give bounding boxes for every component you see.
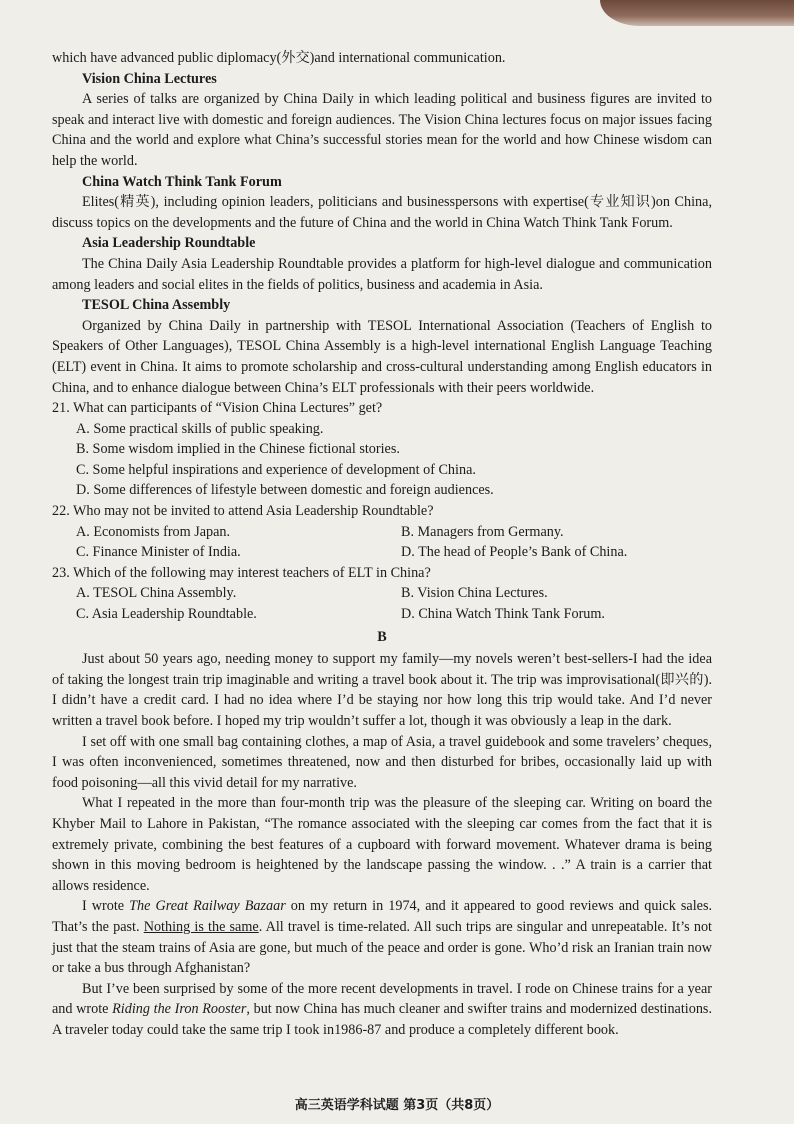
q23-option-d: D. China Watch Think Tank Forum. xyxy=(401,606,605,623)
q21-option-b: B. Some wisdom implied in the Chinese fictional stories. xyxy=(76,441,400,458)
p4-text-b: on my return in 1974, and it appeared to good reviews and quick sales. That’s the past. xyxy=(52,898,713,935)
question-23: 23. Which of the following may interest teachers of ELT in China? xyxy=(52,564,431,581)
photo-corner-shadow xyxy=(600,0,794,26)
q23-options xyxy=(76,583,712,624)
section-text-asia: The China Daily Asia Leadership Roundtable provides a platform for high-level dialogue and communication among leaders and social elites in the fields of politics, business and academia in Asia. xyxy=(52,255,712,293)
section-text-tesol: Organized by China Daily in partnership with TESOL International Association (Teachers of English to Speakers of Other Languages), TESOL China Assembly is a high-level international English Language Teaching (ELT) event in China. It aims to promote scholarship and cross-cultural understanding among English educators in China, and to enhance dialogue between China’s ELT professionals with their peers worldwide. xyxy=(52,317,712,396)
passage-b-paragraph-4 xyxy=(52,896,712,978)
passage-b-paragraph-2: I set off with one small bag containing clothes, a map of Asia, a travel guidebook and some travelers’ cheques, I was often inconvenienced, sometimes threatened, now and then disturbed for bribes, occasionally laid up with food poisoning—all this vivid detail for my narrative. xyxy=(52,733,712,791)
page-footer: 高三英语学科试题 第3页（共8页） xyxy=(294,1098,500,1113)
q22-option-b: B. Managers from Germany. xyxy=(401,523,564,540)
question-21: 21. What can participants of “Vision China Lectures” get? xyxy=(52,400,383,417)
q21-option-c: C. Some helpful inspirations and experience of development of China. xyxy=(76,461,476,478)
q22-option-a: A. Economists from Japan. xyxy=(76,523,231,540)
exam-page xyxy=(52,48,712,1041)
section-heading-tesol: TESOL China Assembly xyxy=(82,297,231,314)
p5-text-a: But I’ve been surprised by some of the more recent developments in travel. I rode on Chinese trains for a year and wrote xyxy=(52,980,712,1018)
p4-text-c: . All travel is time-related. All such trips are singular and unrepeatable. It’s not just that the steam trains of Asia are gone, but much of the peace and order is gone. Who’d risk an Iranian train now or take a bus through Afghanistan? xyxy=(52,918,713,977)
underlined-phrase: Nothing is the same xyxy=(143,918,259,935)
section-text-think-tank: Elites(精英), including opinion leaders, politicians and businesspersons with expertise(专业知识)on China, discuss topics on the developments and the future of China and the world in China Watch Think Tank Forum. xyxy=(52,194,712,231)
q23-option-b: B. Vision China Lectures. xyxy=(401,585,548,602)
book-title-railway-bazaar: The Great Railway Bazaar xyxy=(129,898,286,915)
q22-option-c: C. Finance Minister of India. xyxy=(76,544,241,561)
question-22: 22. Who may not be invited to attend Asia Leadership Roundtable? xyxy=(52,503,434,520)
q21-option-d: D. Some differences of lifestyle between domestic and foreign audiences. xyxy=(76,482,494,499)
passage-b-paragraph-3: What I repeated in the more than four-month trip was the pleasure of the sleeping car. Writing on board the Khyber Mail to Lahore in Pakistan, “The romance associated with the sleeping car comes from the fact that it is extremely private, combining the best features of a cupboard with forward movement. Whatever drama is being shown in this moving bedroom is heightened by the landscape passing the window. . .” A train is a carrier that allows residence. xyxy=(52,795,712,894)
passage-b-paragraph-5 xyxy=(52,979,712,1041)
book-title-iron-rooster: Riding the Iron Rooster xyxy=(112,1001,247,1018)
q23-option-c: C. Asia Leadership Roundtable. xyxy=(76,606,257,623)
q23-option-a: A. TESOL China Assembly. xyxy=(76,585,237,602)
p4-text-a: I wrote xyxy=(82,898,130,915)
q22-option-d: D. The head of People’s Bank of China. xyxy=(401,544,628,561)
passage-b-paragraph-1: Just about 50 years ago, needing money to support my family—my novels weren’t best-sellers-I had the idea of taking the longest train trip imaginable and writing a travel book about it. The trip was improvisational(即兴的). I didn’t have a credit card. I had no idea where I’d be staying nor how long this trip would take. And I’d never written a travel book before. I hoped my trip wouldn’t suffer a lot, though it was obviously a leap in the dark. xyxy=(52,651,712,729)
q21-option-a: A. Some practical skills of public speaking. xyxy=(76,420,324,437)
p5-text-b: , but now China has much cleaner and swifter trains and modernized destinations. A traveler today could take the same trip I took in1986-87 and produce a completely different book. xyxy=(52,1001,712,1038)
section-heading-think-tank: China Watch Think Tank Forum xyxy=(82,173,282,190)
intro-tail: which have advanced public diplomacy(外交)and international communication. xyxy=(52,50,506,66)
q22-options xyxy=(76,522,712,563)
section-b-label: B xyxy=(377,628,387,645)
section-heading-vision: Vision China Lectures xyxy=(82,70,217,87)
section-heading-asia: Asia Leadership Roundtable xyxy=(82,235,256,252)
section-text-vision: A series of talks are organized by China Daily in which leading political and business figures are invited to speak and interact live with domestic and foreign audiences. The Vision China lectures focus on major issues facing China and the world and explore what China’s successful stories mean for the world and how Chinese wisdom can help the world. xyxy=(52,91,712,169)
